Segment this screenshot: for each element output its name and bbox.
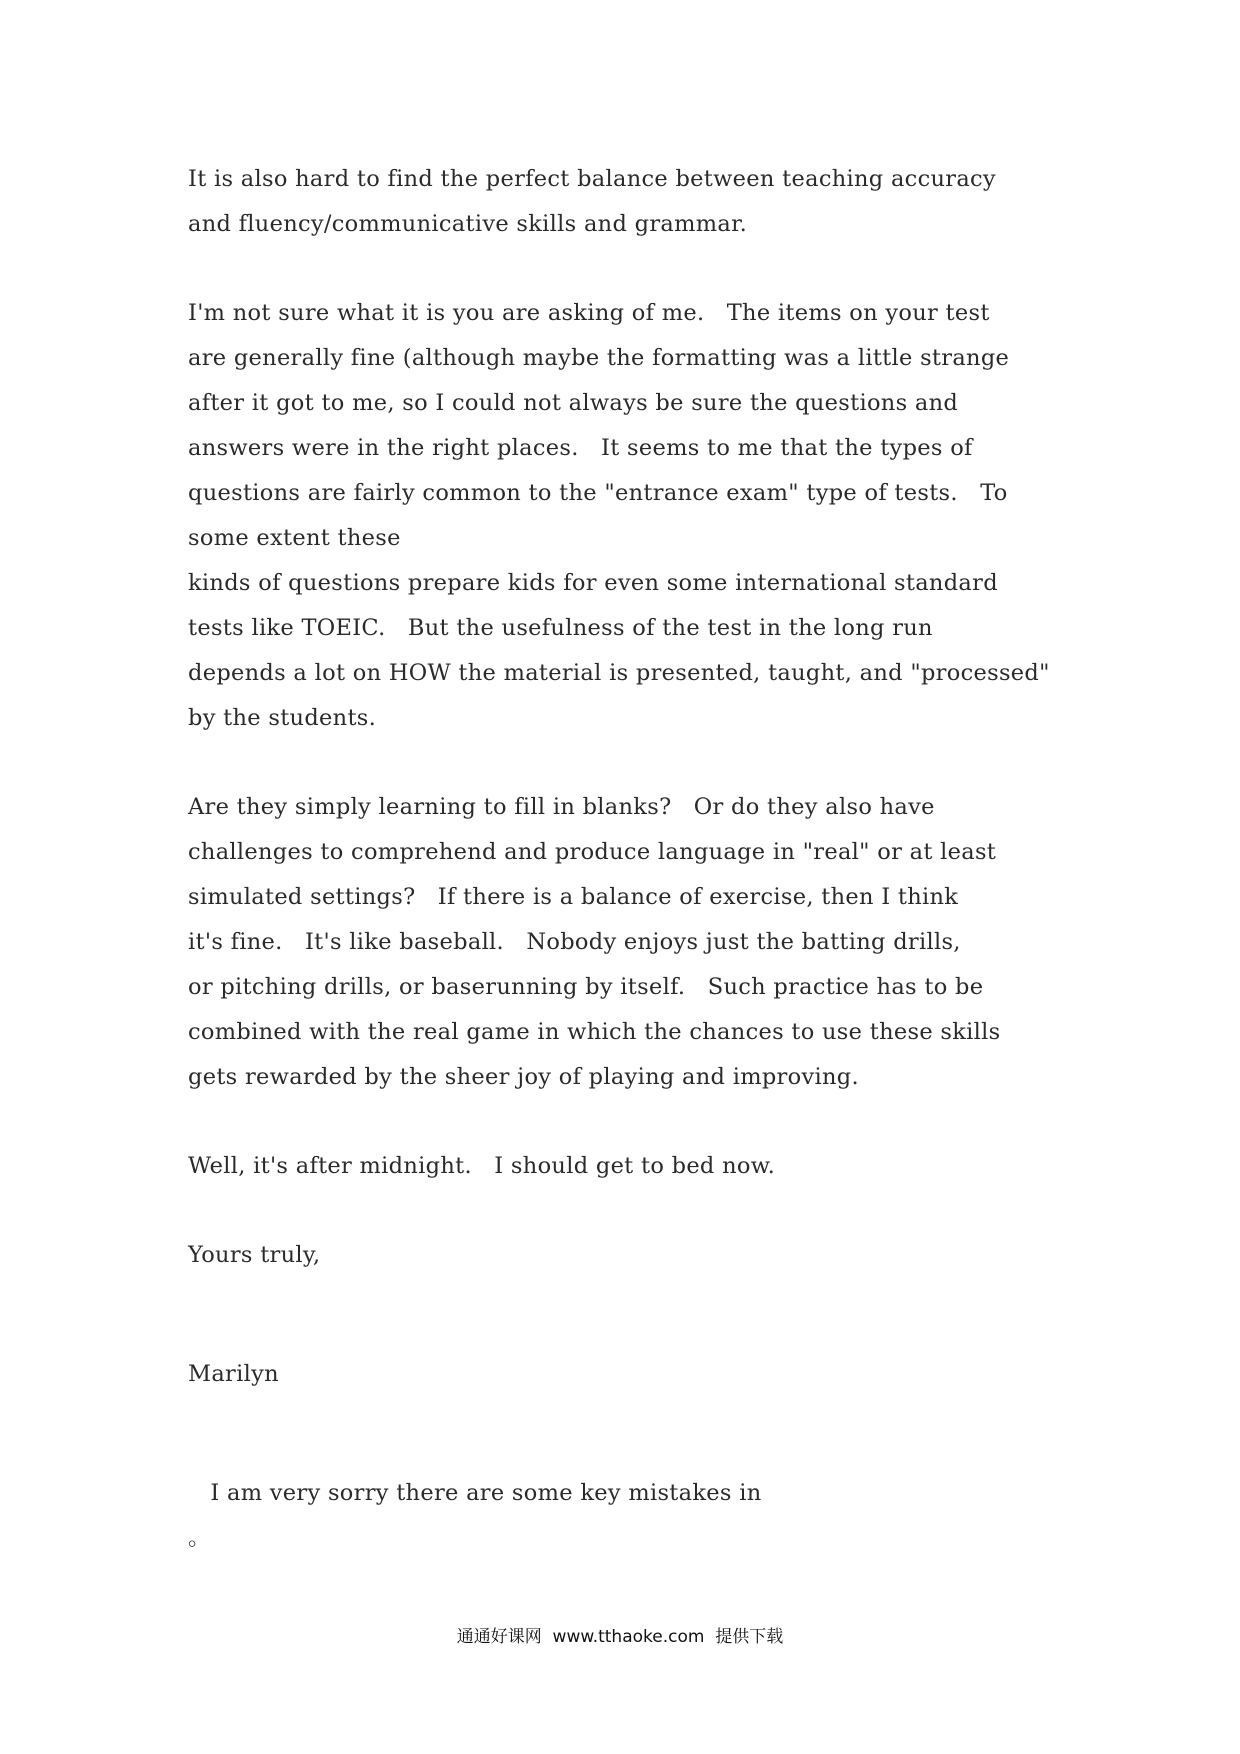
text-line: 。	[188, 1525, 211, 1551]
text-line: and fluency/communicative skills and grammar.	[188, 211, 748, 237]
text-line: it's fine. It's like baseball. Nobody enjoys just the batting drills,	[188, 929, 961, 955]
text-line: Are they simply learning to fill in blanks? Or do they also have	[188, 794, 935, 820]
text-line: combined with the real game in which the chances to use these skills	[188, 1019, 1001, 1045]
text-line: gets rewarded by the sheer joy of playing and improving.	[188, 1064, 859, 1090]
text-line: are generally fine (although maybe the formatting was a little strange	[188, 345, 1010, 371]
text-line: challenges to comprehend and produce language in "real" or at least	[188, 839, 997, 865]
text-line: I'm not sure what it is you are asking of me. The items on your test	[188, 300, 990, 326]
text-line: questions are fairly common to the "entrance exam" type of tests. To	[188, 480, 1008, 506]
closing-salutation: Yours truly,	[188, 1242, 321, 1268]
text-line: depends a lot on HOW the material is presented, taught, and "processed"	[188, 660, 1050, 686]
text-line: some extent these	[188, 525, 401, 551]
text-line: Well, it's after midnight. I should get to bed now.	[188, 1153, 776, 1179]
text-line: after it got to me, so I could not always be sure the questions and	[188, 390, 959, 416]
text-line: I am very sorry there are some key mistakes in	[188, 1480, 762, 1506]
page-footer: 通通好课网 www.tthaoke.com 提供下载	[456, 1627, 784, 1647]
signature-name: Marilyn	[188, 1361, 279, 1387]
text-line: or pitching drills, or baserunning by itself. Such practice has to be	[188, 974, 984, 1000]
text-line: tests like TOEIC. But the usefulness of the test in the long run	[188, 615, 933, 641]
text-line: simulated settings? If there is a balance of exercise, then I think	[188, 884, 959, 910]
text-line: kinds of questions prepare kids for even some international standard	[188, 570, 998, 596]
text-line: It is also hard to find the perfect balance between teaching accuracy	[188, 166, 996, 192]
text-line: answers were in the right places. It seems to me that the types of	[188, 435, 973, 461]
text-line: by the students.	[188, 705, 377, 731]
